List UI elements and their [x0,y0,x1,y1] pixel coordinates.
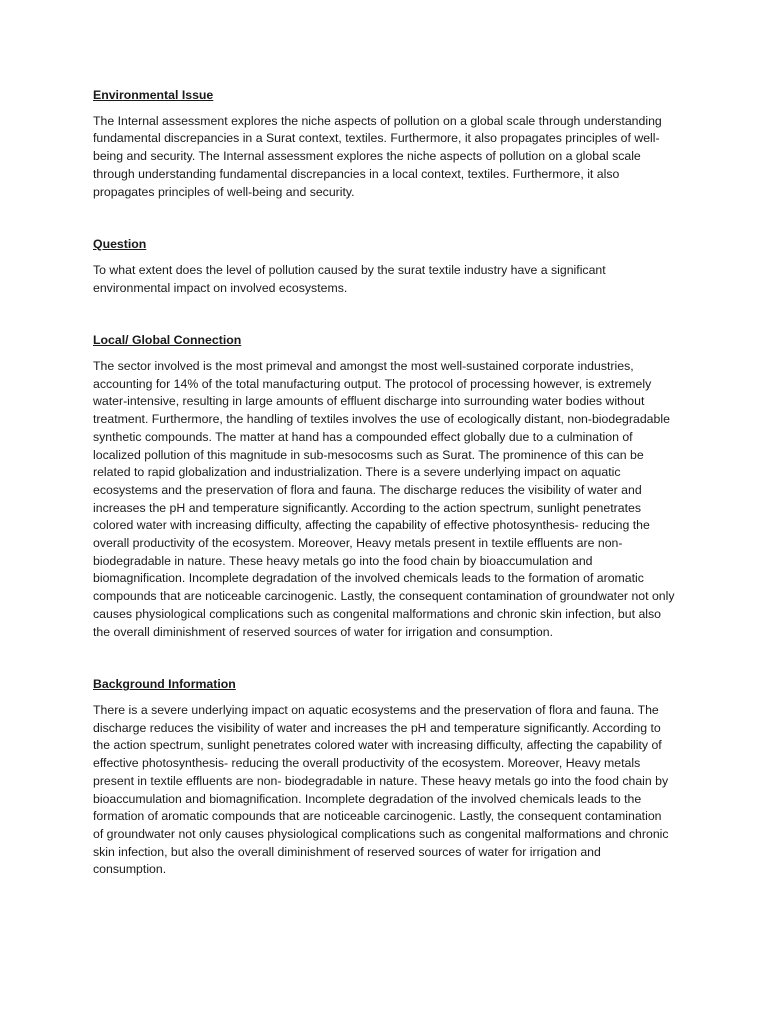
section-heading: Local/ Global Connection [93,333,242,348]
section-paragraph: The sector involved is the most primeval and amongst the most well-sustained corporate industries, accounting for 14% of the total manufacturing output. The protocol of processing however, is extremely water-intensive, resulting in large amounts of effluent discharge into surrounding water bodies without treatment. Furthermore, the handling of textiles involves the use of ecologically distant, non-biodegradable synthetic compounds. The matter at hand has a compounded effect globally due to a culmination of localized pollution of this magnitude in sub-mesocosms such as Surat. The prominence of this can be related to rapid globalization and industrialization. There is a severe underlying impact on aquatic ecosystems and the preservation of flora and fauna. The discharge reduces the visibility of water and increases the pH and temperature significantly. According to the action spectrum, sunlight penetrates colored water with increasing difficulty, affecting the capability of effective photosynthesis- reducing the overall productivity of the ecosystem. Moreover, Heavy metals present in textile effluents are non-biodegradable in nature. These heavy metals go into the food chain by bioaccumulation and biomagnification. Incomplete degradation of the involved chemicals leads to the formation of aromatic compounds that are noticeable carcinogenic. Lastly, the consequent contamination of groundwater not only causes physiological complications such as congenital malformations and chronic skin infection, but also the overall diminishment of reserved sources of water for irrigation and consumption. [93,359,675,639]
section-heading: Environmental Issue [93,88,214,102]
section-local-global-connection [93,332,675,641]
section-question [93,236,675,297]
section-heading: Background Information [93,677,236,692]
section-paragraph: The Internal assessment explores the niche aspects of pollution on a global scale through understanding fundamental discrepancies in a Surat context, textiles. Furthermore, it also propagates principles of well-being and security. The Internal assessment explores the niche aspects of pollution on a global scale through understanding fundamental discrepancies in a local context, textiles. Furthermore, it also propagates principles of well-being and security. [93,113,662,199]
section-environmental-issue [93,87,675,201]
section-background-information [93,676,675,879]
section-heading: Question [93,237,147,252]
section-paragraph: There is a severe underlying impact on aquatic ecosystems and the preservation of flora and fauna. The discharge reduces the visibility of water and increases the pH and temperature significantly. According to the action spectrum, sunlight penetrates colored water with increasing difficulty, affecting the capability of effective photosynthesis- reducing the overall productivity of the ecosystem. Moreover, Heavy metals present in textile effluents are non- biodegradable in nature. These heavy metals go into the food chain by bioaccumulation and biomagnification. Incomplete degradation of the involved chemicals leads to the formation of aromatic compounds that are noticeable carcinogenic. Lastly, the consequent contamination of groundwater not only causes physiological complications such as congenital malformations and chronic skin infection, but also the overall diminishment of reserved sources of water for irrigation and consumption. [93,702,669,877]
section-paragraph: To what extent does the level of pollution caused by the surat textile industry have a significant environmental impact on involved ecosystems. [93,262,606,295]
document-page [93,84,675,879]
